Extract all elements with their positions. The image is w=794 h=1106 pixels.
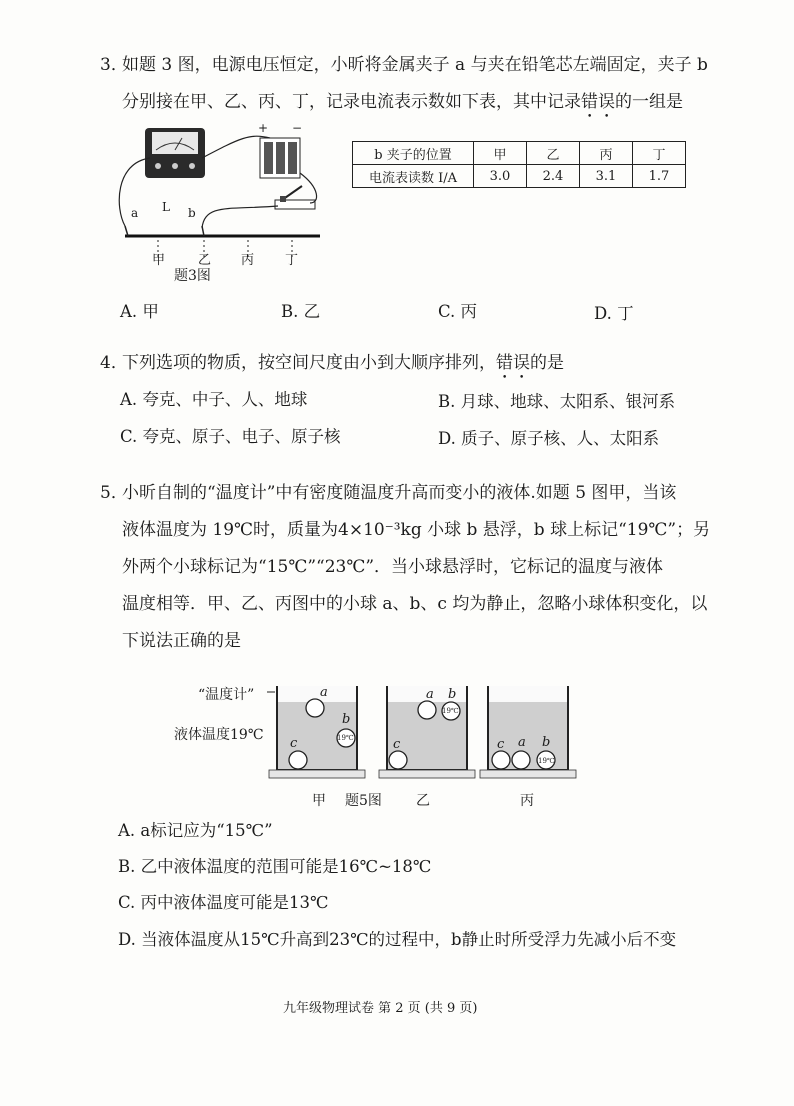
question-number: 5． (100, 483, 128, 503)
minus-sign: − (292, 121, 303, 135)
emphasis-text: 错误 (581, 92, 615, 112)
ball-label: b (542, 735, 551, 750)
table-row (353, 142, 686, 165)
circuit-figure (110, 118, 340, 288)
table-cell: 1.7 (633, 165, 686, 188)
option-d[interactable]: D. 当液体温度从15℃升高到23℃的过程中，b静止时所受浮力先减小后不变 (118, 930, 677, 949)
ball-label: a (426, 687, 434, 702)
page-footer: 九年级物理试卷 第 2 页 (共 9 页) (283, 1001, 478, 1016)
option-d[interactable]: D. 质子、原子核、人、太阳系 (438, 429, 660, 448)
table-cell: 电流表读数 I/A (353, 165, 474, 188)
option-c[interactable]: C. 丙中液体温度可能是13℃ (118, 893, 329, 912)
figure-caption: 题3图 (174, 268, 211, 284)
option-a[interactable]: A. 甲 (120, 302, 159, 321)
table-cell: 甲 (474, 142, 527, 165)
table-cell: 2.4 (527, 165, 580, 188)
question-text-line: 小昕自制的“温度计”中有密度随温度升高而变小的液体.如题 5 图甲，当该 (122, 483, 677, 503)
question-number: 3． (100, 55, 128, 75)
ball-mark: 19℃ (442, 707, 459, 715)
beaker-name: 甲 (312, 793, 326, 809)
option-b[interactable]: B. 月球、地球、太阳系、银河系 (438, 392, 676, 411)
beaker-name: 丙 (520, 793, 534, 809)
beaker-name: 乙 (416, 793, 430, 809)
ball-mark: 19℃ (337, 734, 354, 742)
option-c[interactable]: C. 夸克、原子、电子、原子核 (120, 427, 341, 446)
option-c[interactable]: C. 丙 (438, 302, 478, 321)
beaker-bing (480, 686, 576, 778)
figure-caption: 题5图 (345, 793, 382, 809)
position-label: 丁 (285, 253, 299, 268)
ball-a (512, 751, 530, 769)
ball-a (306, 699, 324, 717)
question-number: 4． (100, 353, 128, 373)
ball-label: b (342, 712, 351, 727)
ball-label: c (393, 737, 401, 752)
table-cell: 丙 (580, 142, 633, 165)
ball-c (289, 751, 307, 769)
plus-sign: + (258, 121, 269, 135)
question-text-line: 下说法正确的是 (122, 631, 241, 651)
beakers-figure (265, 680, 585, 785)
ball-label: a (320, 685, 328, 700)
option-b[interactable]: B. 乙中液体温度的范围可能是16℃~18℃ (118, 857, 432, 876)
beaker-jia (269, 686, 365, 778)
ball-label: c (290, 736, 298, 751)
ball-label: c (497, 737, 505, 752)
option-a[interactable]: A. a标记应为“15℃” (118, 821, 273, 840)
question-text-line: 外两个小球标记为“15℃”“23℃”．当小球悬浮时，它标记的温度与液体 (122, 557, 664, 577)
ball-c (389, 751, 407, 769)
emphasis-text: 错误 (496, 353, 530, 373)
table-cell: 丁 (633, 142, 686, 165)
position-label: 甲 (152, 253, 166, 268)
table-cell: b 夹子的位置 (353, 142, 474, 165)
ball-label: b (448, 687, 457, 702)
label-a: a (131, 206, 139, 220)
table-cell: 3.1 (580, 165, 633, 188)
question-text-line: 液体温度为 19℃时，质量为4×10⁻³kg 小球 b 悬浮，b 球上标记“19℃”；另 (122, 520, 711, 540)
ball-a (418, 701, 436, 719)
table-cell: 乙 (527, 142, 580, 165)
switch-icon (275, 186, 315, 209)
table-cell: 3.0 (474, 165, 527, 188)
position-label: 丙 (241, 253, 255, 268)
ball-label: a (518, 735, 526, 750)
current-table (352, 141, 686, 188)
option-d[interactable]: D. 丁 (594, 304, 634, 323)
option-b[interactable]: B. 乙 (281, 302, 321, 321)
question-text-line: 分别接在甲、乙、丙、丁，记录电流表示数如下表，其中记录错误的一组是 (122, 92, 683, 112)
position-label: 乙 (198, 253, 212, 268)
label-thermometer: “温度计” (198, 687, 255, 703)
question-text-line: 下列选项的物质，按空间尺度由小到大顺序排列，错误的是 (122, 353, 564, 373)
table-row (353, 165, 686, 188)
question-text-line: 如题 3 图，电源电压恒定，小昕将金属夹子 a 与夹在铅笔芯左端固定，夹子 b (122, 55, 708, 75)
battery-icon (260, 138, 300, 178)
question-text-line: 温度相等．甲、乙、丙图中的小球 a、b、c 均为静止，忽略小球体积变化，以 (122, 594, 708, 614)
label-L: L (162, 200, 170, 214)
option-a[interactable]: A. 夸克、中子、人、地球 (120, 390, 308, 409)
ball-mark: 19℃ (538, 757, 555, 765)
label-b: b (188, 206, 196, 220)
label-liquid-temp: 液体温度19℃ (174, 727, 264, 743)
ball-c (492, 751, 510, 769)
